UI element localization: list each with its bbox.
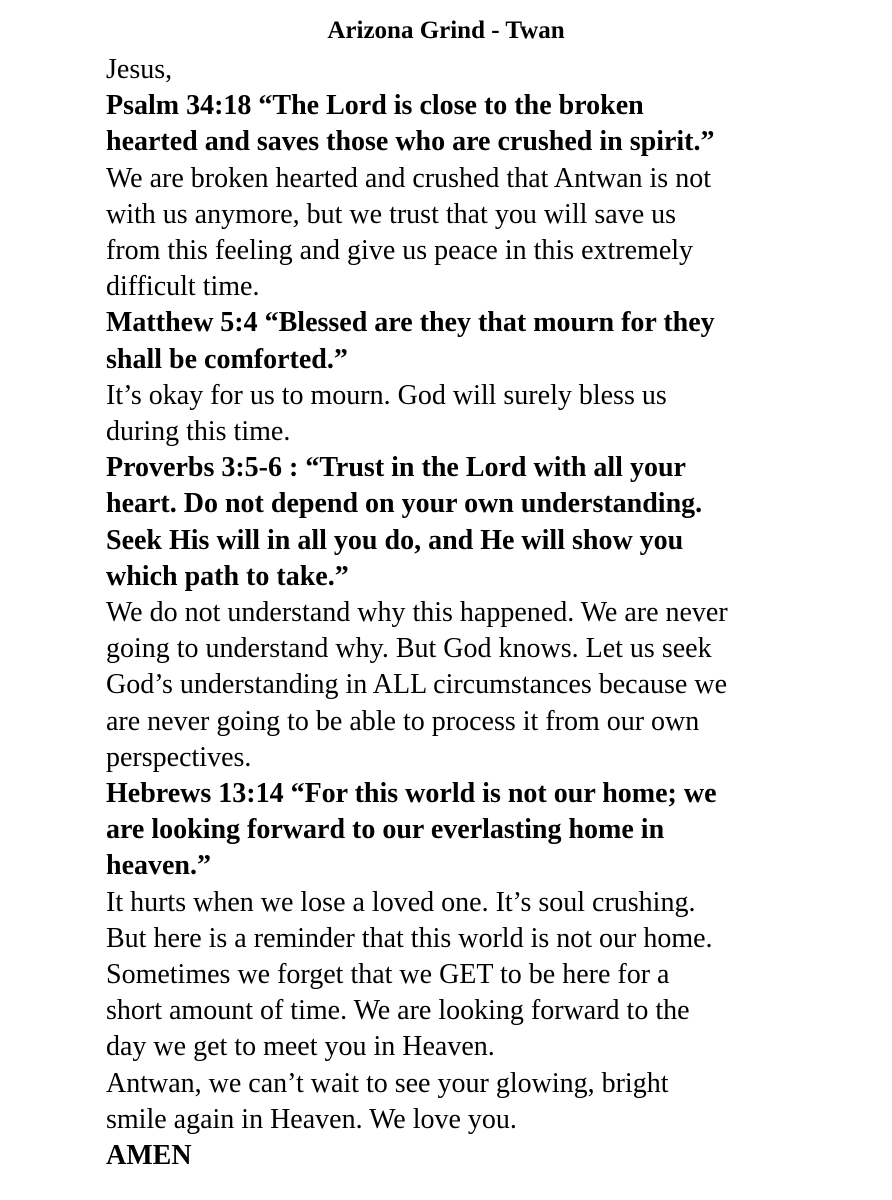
reflection-line: It hurts when we lose a loved one. It’s soul crushing. <box>106 886 696 918</box>
document-title: Arizona Grind - Twan <box>327 17 565 44</box>
reflection-line: from this feeling and give us peace in this extremely <box>106 235 694 267</box>
reflection-line: with us anymore, but we trust that you will save us <box>106 198 677 230</box>
reflection-line: It’s okay for us to mourn. God will surely bless us <box>106 379 667 411</box>
reflection-line: perspectives. <box>106 741 252 773</box>
reflection-line: during this time. <box>106 416 291 448</box>
closing-line: smile again in Heaven. We love you. <box>106 1103 517 1135</box>
verse-line: are looking forward to our everlasting home in <box>106 814 665 846</box>
verse-line: Seek His will in all you do, and He will show you <box>106 524 684 556</box>
verse-line: Hebrews 13:14 “For this world is not our home; we <box>106 778 717 810</box>
verse-line: Proverbs 3:5-6 : “Trust in the Lord with all your <box>106 452 686 484</box>
scripture-section <box>106 305 852 450</box>
reflection-line: Sometimes we forget that we GET to be here for a <box>106 959 670 991</box>
scripture-section <box>106 776 852 1066</box>
closing <box>106 1066 852 1175</box>
scripture-section <box>106 450 852 776</box>
verse-line: Psalm 34:18 “The Lord is close to the broken <box>106 90 644 122</box>
reflection-line: We are broken hearted and crushed that Antwan is not <box>106 162 711 194</box>
verse-line: hearted and saves those who are crushed in spirit.” <box>106 126 715 158</box>
closing-line: Antwan, we can’t wait to see your glowing, bright <box>106 1067 669 1099</box>
verse-line: shall be comforted.” <box>106 343 348 375</box>
reflection-line: are never going to be able to process it from our own <box>106 705 700 737</box>
verse-line: Matthew 5:4 “Blessed are they that mourn for they <box>106 307 715 339</box>
reflection-line: short amount of time. We are looking forward to the <box>106 995 690 1027</box>
reflection-line: But here is a reminder that this world is not our home. <box>106 922 713 954</box>
verse-line: heaven.” <box>106 850 211 882</box>
reflection-line: difficult time. <box>106 271 260 303</box>
verse-line: which path to take.” <box>106 560 349 592</box>
reflection-line: going to understand why. But God knows. Let us seek <box>106 633 712 665</box>
scripture-section <box>106 88 852 305</box>
reflection-line: day we get to meet you in Heaven. <box>106 1031 495 1063</box>
salutation: Jesus, <box>106 54 173 85</box>
amen: AMEN <box>106 1140 192 1172</box>
verse-line: heart. Do not depend on your own understanding. <box>106 488 703 520</box>
reflection-line: We do not understand why this happened. We are never <box>106 597 728 629</box>
reflection-line: God’s understanding in ALL circumstances because we <box>106 669 728 701</box>
